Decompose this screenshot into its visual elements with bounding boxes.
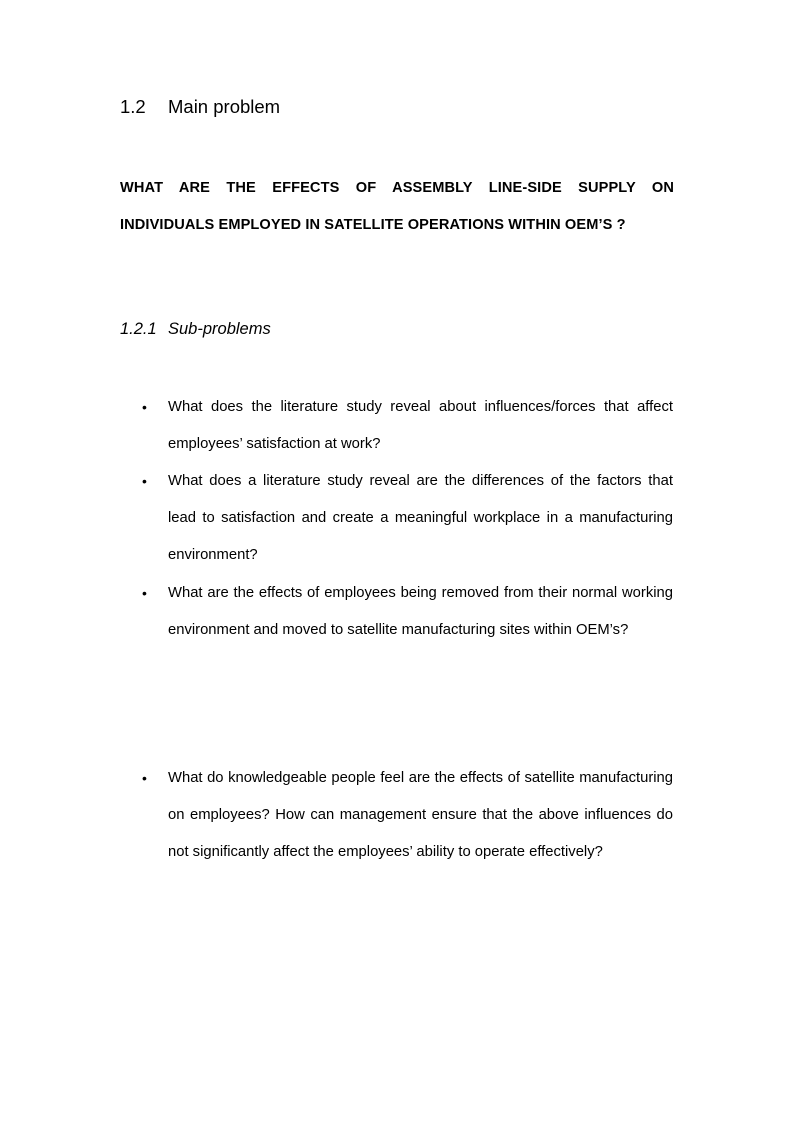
main-problem-question bbox=[120, 170, 674, 243]
list-item-text: What are the effects of employees being removed from their normal working environment and moved to satellite manufacturing sites within OEM’s? bbox=[168, 585, 673, 638]
list-item bbox=[142, 760, 673, 871]
list-item-text: What does the literature study reveal about influences/forces that affect employees’ satisfaction at work? bbox=[168, 399, 673, 452]
list-item bbox=[142, 389, 673, 463]
subsection-title: Sub-problems bbox=[168, 320, 271, 338]
main-question-line-1: WHAT ARE THE EFFECTS OF ASSEMBLY LINE-SIDE SUPPLY ON bbox=[120, 180, 674, 196]
list-item-text: What does a literature study reveal are the differences of the factors that lead to satisfaction and create a meaningful workplace in a manufacturing environment? bbox=[168, 473, 673, 563]
bullet-icon: • bbox=[142, 473, 147, 489]
section-title: Main problem bbox=[168, 96, 281, 117]
bullet-icon: • bbox=[142, 585, 147, 601]
list-item-text: What do knowledgeable people feel are the effects of satellite manufacturing on employees? How can management ensure that the above influences do not significantly affect the employees’ ability to operate effectively? bbox=[168, 770, 673, 860]
section-heading bbox=[120, 96, 280, 118]
subsection-number: 1.2.1 bbox=[120, 320, 157, 338]
section-number: 1.2 bbox=[120, 96, 146, 117]
subsection-heading bbox=[120, 319, 271, 339]
bullet-icon: • bbox=[142, 399, 147, 415]
bullet-icon: • bbox=[142, 770, 147, 786]
list-item bbox=[142, 463, 673, 574]
list-item bbox=[142, 575, 673, 649]
main-question-line-2: INDIVIDUALS EMPLOYED IN SATELLITE OPERATIONS WITHIN OEM’S ? bbox=[120, 216, 626, 233]
